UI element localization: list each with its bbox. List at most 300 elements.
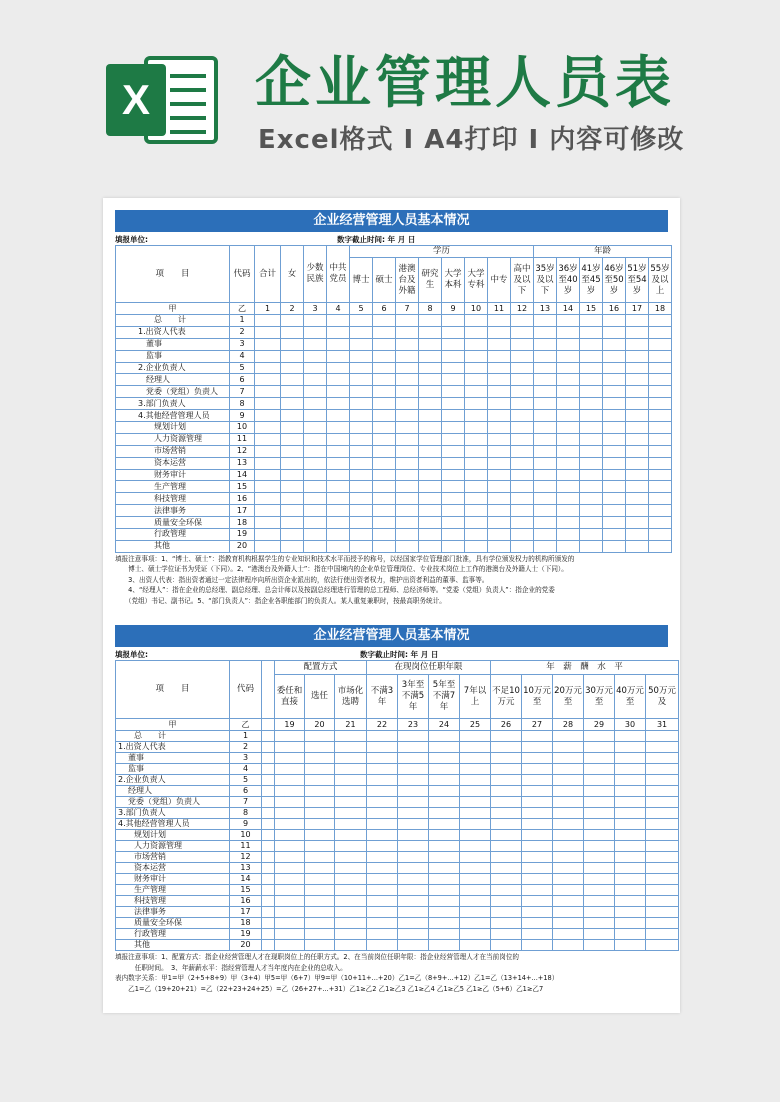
data-cell[interactable] <box>367 940 398 951</box>
data-cell[interactable] <box>603 338 626 350</box>
data-cell[interactable] <box>584 786 615 797</box>
data-cell[interactable] <box>373 386 396 398</box>
data-cell[interactable] <box>419 529 442 541</box>
data-cell[interactable] <box>584 753 615 764</box>
data-cell[interactable] <box>305 885 335 896</box>
data-cell[interactable] <box>557 410 580 422</box>
data-cell[interactable] <box>305 731 335 742</box>
data-cell[interactable] <box>626 422 649 434</box>
data-cell[interactable] <box>305 940 335 951</box>
data-cell[interactable] <box>488 481 511 493</box>
data-cell[interactable] <box>442 338 465 350</box>
data-cell[interactable] <box>305 896 335 907</box>
data-cell[interactable] <box>281 517 304 529</box>
data-cell[interactable] <box>327 422 350 434</box>
data-cell[interactable] <box>580 433 603 445</box>
data-cell[interactable] <box>335 731 367 742</box>
data-cell[interactable] <box>580 493 603 505</box>
data-cell[interactable] <box>262 918 275 929</box>
data-cell[interactable] <box>557 398 580 410</box>
data-cell[interactable] <box>305 742 335 753</box>
data-cell[interactable] <box>557 540 580 552</box>
data-cell[interactable] <box>327 338 350 350</box>
data-cell[interactable] <box>465 433 488 445</box>
data-cell[interactable] <box>557 326 580 338</box>
data-cell[interactable] <box>553 742 584 753</box>
data-cell[interactable] <box>534 410 557 422</box>
data-cell[interactable] <box>460 797 491 808</box>
data-cell[interactable] <box>327 540 350 552</box>
data-cell[interactable] <box>580 374 603 386</box>
data-cell[interactable] <box>488 505 511 517</box>
data-cell[interactable] <box>553 852 584 863</box>
data-cell[interactable] <box>488 326 511 338</box>
data-cell[interactable] <box>584 896 615 907</box>
data-cell[interactable] <box>442 386 465 398</box>
data-cell[interactable] <box>429 929 460 940</box>
data-cell[interactable] <box>373 362 396 374</box>
data-cell[interactable] <box>460 929 491 940</box>
data-cell[interactable] <box>327 481 350 493</box>
data-cell[interactable] <box>281 433 304 445</box>
data-cell[interactable] <box>442 410 465 422</box>
data-cell[interactable] <box>511 315 534 327</box>
data-cell[interactable] <box>460 764 491 775</box>
data-cell[interactable] <box>275 764 305 775</box>
data-cell[interactable] <box>646 929 679 940</box>
data-cell[interactable] <box>580 481 603 493</box>
data-cell[interactable] <box>275 753 305 764</box>
data-cell[interactable] <box>646 775 679 786</box>
data-cell[interactable] <box>649 315 672 327</box>
data-cell[interactable] <box>304 481 327 493</box>
data-cell[interactable] <box>335 896 367 907</box>
data-cell[interactable] <box>511 433 534 445</box>
data-cell[interactable] <box>367 830 398 841</box>
data-cell[interactable] <box>281 350 304 362</box>
data-cell[interactable] <box>305 808 335 819</box>
data-cell[interactable] <box>327 326 350 338</box>
data-cell[interactable] <box>488 374 511 386</box>
data-cell[interactable] <box>465 445 488 457</box>
data-cell[interactable] <box>275 786 305 797</box>
data-cell[interactable] <box>646 940 679 951</box>
data-cell[interactable] <box>327 445 350 457</box>
data-cell[interactable] <box>398 775 429 786</box>
data-cell[interactable] <box>373 433 396 445</box>
data-cell[interactable] <box>646 885 679 896</box>
data-cell[interactable] <box>649 386 672 398</box>
data-cell[interactable] <box>603 445 626 457</box>
data-cell[interactable] <box>615 753 646 764</box>
data-cell[interactable] <box>580 350 603 362</box>
data-cell[interactable] <box>442 529 465 541</box>
data-cell[interactable] <box>511 457 534 469</box>
data-cell[interactable] <box>580 517 603 529</box>
data-cell[interactable] <box>584 808 615 819</box>
data-cell[interactable] <box>305 841 335 852</box>
data-cell[interactable] <box>615 830 646 841</box>
data-cell[interactable] <box>511 362 534 374</box>
data-cell[interactable] <box>429 819 460 830</box>
data-cell[interactable] <box>396 398 419 410</box>
data-cell[interactable] <box>553 918 584 929</box>
data-cell[interactable] <box>396 338 419 350</box>
data-cell[interactable] <box>557 374 580 386</box>
data-cell[interactable] <box>534 493 557 505</box>
data-cell[interactable] <box>511 350 534 362</box>
data-cell[interactable] <box>580 338 603 350</box>
data-cell[interactable] <box>584 764 615 775</box>
data-cell[interactable] <box>373 445 396 457</box>
data-cell[interactable] <box>442 398 465 410</box>
data-cell[interactable] <box>327 529 350 541</box>
data-cell[interactable] <box>603 433 626 445</box>
data-cell[interactable] <box>335 808 367 819</box>
data-cell[interactable] <box>649 338 672 350</box>
data-cell[interactable] <box>646 753 679 764</box>
data-cell[interactable] <box>557 469 580 481</box>
data-cell[interactable] <box>350 505 373 517</box>
data-cell[interactable] <box>396 422 419 434</box>
data-cell[interactable] <box>603 374 626 386</box>
data-cell[interactable] <box>429 786 460 797</box>
data-cell[interactable] <box>584 841 615 852</box>
data-cell[interactable] <box>626 540 649 552</box>
data-cell[interactable] <box>255 374 281 386</box>
data-cell[interactable] <box>491 775 522 786</box>
data-cell[interactable] <box>646 918 679 929</box>
data-cell[interactable] <box>584 775 615 786</box>
data-cell[interactable] <box>275 940 305 951</box>
data-cell[interactable] <box>398 731 429 742</box>
data-cell[interactable] <box>511 505 534 517</box>
data-cell[interactable] <box>442 362 465 374</box>
data-cell[interactable] <box>281 315 304 327</box>
data-cell[interactable] <box>275 775 305 786</box>
data-cell[interactable] <box>255 469 281 481</box>
data-cell[interactable] <box>626 374 649 386</box>
data-cell[interactable] <box>534 469 557 481</box>
data-cell[interactable] <box>580 326 603 338</box>
data-cell[interactable] <box>491 808 522 819</box>
data-cell[interactable] <box>429 885 460 896</box>
data-cell[interactable] <box>584 819 615 830</box>
data-cell[interactable] <box>327 457 350 469</box>
data-cell[interactable] <box>584 797 615 808</box>
data-cell[interactable] <box>557 422 580 434</box>
data-cell[interactable] <box>304 326 327 338</box>
data-cell[interactable] <box>491 918 522 929</box>
data-cell[interactable] <box>304 422 327 434</box>
data-cell[interactable] <box>646 852 679 863</box>
data-cell[interactable] <box>584 731 615 742</box>
data-cell[interactable] <box>262 742 275 753</box>
data-cell[interactable] <box>511 398 534 410</box>
data-cell[interactable] <box>557 338 580 350</box>
data-cell[interactable] <box>350 374 373 386</box>
data-cell[interactable] <box>335 841 367 852</box>
data-cell[interactable] <box>396 410 419 422</box>
data-cell[interactable] <box>646 731 679 742</box>
data-cell[interactable] <box>522 940 553 951</box>
data-cell[interactable] <box>442 374 465 386</box>
data-cell[interactable] <box>511 493 534 505</box>
data-cell[interactable] <box>429 808 460 819</box>
data-cell[interactable] <box>275 885 305 896</box>
data-cell[interactable] <box>335 929 367 940</box>
data-cell[interactable] <box>398 896 429 907</box>
data-cell[interactable] <box>553 786 584 797</box>
data-cell[interactable] <box>553 896 584 907</box>
data-cell[interactable] <box>465 540 488 552</box>
data-cell[interactable] <box>304 493 327 505</box>
data-cell[interactable] <box>646 808 679 819</box>
data-cell[interactable] <box>429 874 460 885</box>
data-cell[interactable] <box>511 374 534 386</box>
data-cell[interactable] <box>262 830 275 841</box>
data-cell[interactable] <box>419 374 442 386</box>
data-cell[interactable] <box>460 753 491 764</box>
data-cell[interactable] <box>304 362 327 374</box>
data-cell[interactable] <box>553 753 584 764</box>
data-cell[interactable] <box>557 529 580 541</box>
data-cell[interactable] <box>255 350 281 362</box>
data-cell[interactable] <box>649 433 672 445</box>
data-cell[interactable] <box>442 326 465 338</box>
data-cell[interactable] <box>557 445 580 457</box>
data-cell[interactable] <box>460 896 491 907</box>
data-cell[interactable] <box>522 808 553 819</box>
data-cell[interactable] <box>398 742 429 753</box>
data-cell[interactable] <box>335 918 367 929</box>
data-cell[interactable] <box>275 808 305 819</box>
data-cell[interactable] <box>419 493 442 505</box>
data-cell[interactable] <box>491 852 522 863</box>
data-cell[interactable] <box>275 731 305 742</box>
data-cell[interactable] <box>419 433 442 445</box>
data-cell[interactable] <box>615 852 646 863</box>
data-cell[interactable] <box>626 505 649 517</box>
data-cell[interactable] <box>465 326 488 338</box>
data-cell[interactable] <box>335 863 367 874</box>
data-cell[interactable] <box>603 469 626 481</box>
data-cell[interactable] <box>553 797 584 808</box>
data-cell[interactable] <box>255 338 281 350</box>
data-cell[interactable] <box>511 445 534 457</box>
data-cell[interactable] <box>615 731 646 742</box>
data-cell[interactable] <box>262 841 275 852</box>
data-cell[interactable] <box>419 338 442 350</box>
data-cell[interactable] <box>275 874 305 885</box>
data-cell[interactable] <box>396 350 419 362</box>
data-cell[interactable] <box>350 350 373 362</box>
data-cell[interactable] <box>649 517 672 529</box>
data-cell[interactable] <box>429 797 460 808</box>
data-cell[interactable] <box>649 350 672 362</box>
data-cell[interactable] <box>398 764 429 775</box>
data-cell[interactable] <box>373 493 396 505</box>
data-cell[interactable] <box>304 457 327 469</box>
data-cell[interactable] <box>460 885 491 896</box>
data-cell[interactable] <box>626 493 649 505</box>
data-cell[interactable] <box>429 896 460 907</box>
data-cell[interactable] <box>603 505 626 517</box>
data-cell[interactable] <box>465 350 488 362</box>
data-cell[interactable] <box>511 481 534 493</box>
data-cell[interactable] <box>460 874 491 885</box>
data-cell[interactable] <box>534 457 557 469</box>
data-cell[interactable] <box>580 457 603 469</box>
data-cell[interactable] <box>534 529 557 541</box>
data-cell[interactable] <box>350 481 373 493</box>
data-cell[interactable] <box>419 386 442 398</box>
data-cell[interactable] <box>304 398 327 410</box>
data-cell[interactable] <box>335 885 367 896</box>
data-cell[interactable] <box>649 398 672 410</box>
data-cell[interactable] <box>615 896 646 907</box>
data-cell[interactable] <box>553 775 584 786</box>
data-cell[interactable] <box>442 422 465 434</box>
data-cell[interactable] <box>335 852 367 863</box>
data-cell[interactable] <box>419 350 442 362</box>
data-cell[interactable] <box>327 493 350 505</box>
data-cell[interactable] <box>262 874 275 885</box>
data-cell[interactable] <box>580 410 603 422</box>
data-cell[interactable] <box>398 830 429 841</box>
data-cell[interactable] <box>367 775 398 786</box>
data-cell[interactable] <box>398 841 429 852</box>
data-cell[interactable] <box>275 852 305 863</box>
data-cell[interactable] <box>442 469 465 481</box>
data-cell[interactable] <box>367 786 398 797</box>
data-cell[interactable] <box>373 338 396 350</box>
data-cell[interactable] <box>465 362 488 374</box>
data-cell[interactable] <box>460 907 491 918</box>
data-cell[interactable] <box>419 481 442 493</box>
data-cell[interactable] <box>396 326 419 338</box>
data-cell[interactable] <box>580 505 603 517</box>
data-cell[interactable] <box>350 493 373 505</box>
data-cell[interactable] <box>305 819 335 830</box>
data-cell[interactable] <box>262 797 275 808</box>
data-cell[interactable] <box>465 469 488 481</box>
data-cell[interactable] <box>335 907 367 918</box>
data-cell[interactable] <box>419 410 442 422</box>
data-cell[interactable] <box>398 797 429 808</box>
data-cell[interactable] <box>281 493 304 505</box>
data-cell[interactable] <box>522 764 553 775</box>
data-cell[interactable] <box>262 819 275 830</box>
data-cell[interactable] <box>491 731 522 742</box>
data-cell[interactable] <box>255 457 281 469</box>
data-cell[interactable] <box>262 808 275 819</box>
data-cell[interactable] <box>304 445 327 457</box>
data-cell[interactable] <box>646 797 679 808</box>
data-cell[interactable] <box>305 753 335 764</box>
data-cell[interactable] <box>522 819 553 830</box>
data-cell[interactable] <box>649 540 672 552</box>
data-cell[interactable] <box>367 742 398 753</box>
data-cell[interactable] <box>580 362 603 374</box>
data-cell[interactable] <box>305 830 335 841</box>
data-cell[interactable] <box>350 445 373 457</box>
data-cell[interactable] <box>262 786 275 797</box>
data-cell[interactable] <box>626 481 649 493</box>
data-cell[interactable] <box>350 517 373 529</box>
data-cell[interactable] <box>396 505 419 517</box>
data-cell[interactable] <box>262 852 275 863</box>
data-cell[interactable] <box>584 940 615 951</box>
data-cell[interactable] <box>281 410 304 422</box>
data-cell[interactable] <box>534 517 557 529</box>
data-cell[interactable] <box>511 529 534 541</box>
data-cell[interactable] <box>398 753 429 764</box>
data-cell[interactable] <box>488 493 511 505</box>
data-cell[interactable] <box>373 422 396 434</box>
data-cell[interactable] <box>511 410 534 422</box>
data-cell[interactable] <box>603 481 626 493</box>
data-cell[interactable] <box>327 350 350 362</box>
data-cell[interactable] <box>615 786 646 797</box>
data-cell[interactable] <box>305 852 335 863</box>
data-cell[interactable] <box>615 841 646 852</box>
data-cell[interactable] <box>646 764 679 775</box>
data-cell[interactable] <box>367 929 398 940</box>
data-cell[interactable] <box>281 398 304 410</box>
data-cell[interactable] <box>465 315 488 327</box>
data-cell[interactable] <box>262 896 275 907</box>
data-cell[interactable] <box>281 338 304 350</box>
data-cell[interactable] <box>522 896 553 907</box>
data-cell[interactable] <box>305 874 335 885</box>
data-cell[interactable] <box>580 540 603 552</box>
data-cell[interactable] <box>649 469 672 481</box>
data-cell[interactable] <box>465 410 488 422</box>
data-cell[interactable] <box>615 764 646 775</box>
data-cell[interactable] <box>615 775 646 786</box>
data-cell[interactable] <box>305 907 335 918</box>
data-cell[interactable] <box>491 874 522 885</box>
data-cell[interactable] <box>367 874 398 885</box>
data-cell[interactable] <box>373 398 396 410</box>
data-cell[interactable] <box>304 505 327 517</box>
data-cell[interactable] <box>460 830 491 841</box>
data-cell[interactable] <box>460 940 491 951</box>
data-cell[interactable] <box>553 808 584 819</box>
data-cell[interactable] <box>491 819 522 830</box>
data-cell[interactable] <box>465 386 488 398</box>
data-cell[interactable] <box>491 907 522 918</box>
data-cell[interactable] <box>442 315 465 327</box>
data-cell[interactable] <box>646 874 679 885</box>
data-cell[interactable] <box>488 386 511 398</box>
data-cell[interactable] <box>367 852 398 863</box>
data-cell[interactable] <box>367 841 398 852</box>
data-cell[interactable] <box>491 940 522 951</box>
data-cell[interactable] <box>396 374 419 386</box>
data-cell[interactable] <box>553 731 584 742</box>
data-cell[interactable] <box>488 529 511 541</box>
data-cell[interactable] <box>557 433 580 445</box>
data-cell[interactable] <box>646 896 679 907</box>
data-cell[interactable] <box>373 374 396 386</box>
data-cell[interactable] <box>373 350 396 362</box>
data-cell[interactable] <box>335 786 367 797</box>
data-cell[interactable] <box>646 907 679 918</box>
data-cell[interactable] <box>304 410 327 422</box>
data-cell[interactable] <box>373 457 396 469</box>
